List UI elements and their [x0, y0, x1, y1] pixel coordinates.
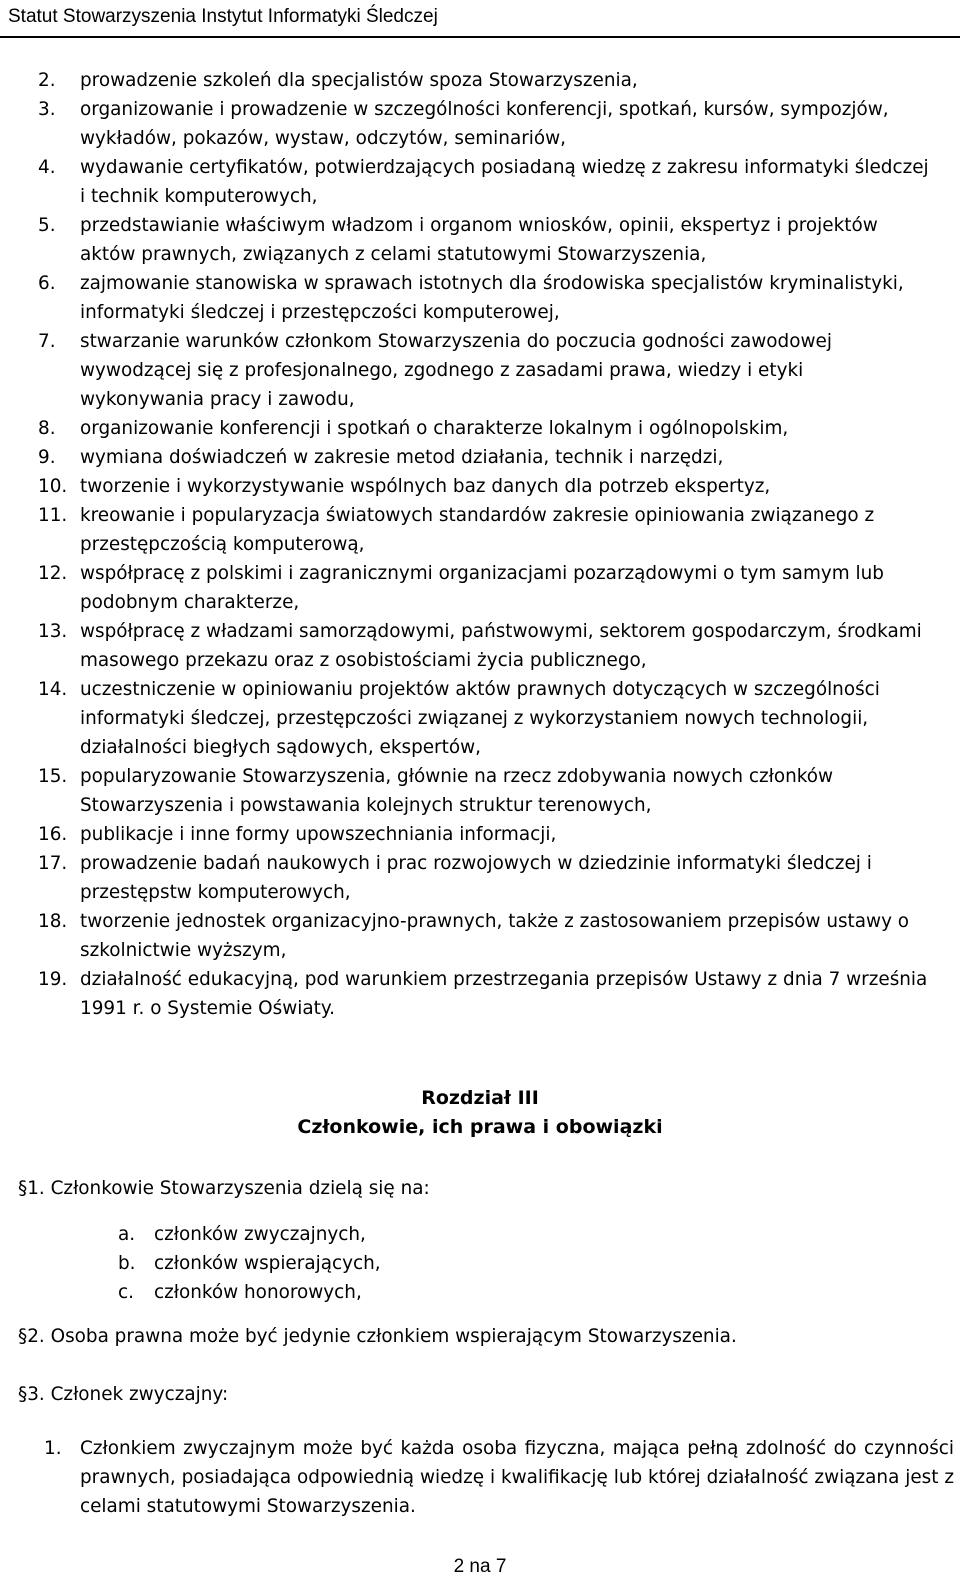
list-item: [0, 153, 960, 211]
item-number: 17.: [38, 853, 68, 874]
list-item: [0, 675, 960, 762]
list-item: [0, 327, 960, 414]
item-text: wymiana doświadczeń w zakresie metod działania, technik i narzędzi,: [80, 447, 724, 468]
item-number: 3.: [38, 99, 56, 120]
item-text: publikacje i inne formy upowszechniania informacji,: [80, 824, 557, 845]
activities-list: [0, 66, 960, 1023]
item-text: uczestniczenie w opiniowaniu projektów aktów prawnych dotyczących w szczególności informatyki śledczej, przestępczości związanej z wykorzystaniem nowych technologii, działalności biegłych sądowych, ekspertów,: [80, 679, 880, 758]
list-item: [0, 849, 960, 907]
item-letter: a.: [118, 1224, 136, 1245]
list-item: [0, 820, 960, 849]
chapter-title: Członkowie, ich prawa i obowiązki: [297, 1116, 663, 1138]
list-item: [0, 443, 960, 472]
item-number: 13.: [38, 621, 68, 642]
section-1-heading: §1. Członkowie Stowarzyszenia dzielą się na:: [18, 1178, 430, 1199]
list-item: [0, 472, 960, 501]
item-number: 2.: [38, 70, 56, 91]
list-item: [118, 1249, 381, 1278]
item-text: popularyzowanie Stowarzyszenia, głównie na rzecz zdobywania nowych członków Stowarzyszenia i powstawania kolejnych struktur terenowych,: [80, 766, 834, 816]
item-letter: b.: [118, 1253, 136, 1274]
item-number: 7.: [38, 331, 56, 352]
item-number: 9.: [38, 447, 56, 468]
item-number: 6.: [38, 273, 56, 294]
list-item: [0, 501, 960, 559]
item-number: 4.: [38, 157, 56, 178]
item-number: 1.: [44, 1438, 62, 1459]
page-number: 2 na 7: [453, 1556, 507, 1577]
item-text: przedstawianie właściwym władzom i organom wniosków, opinii, ekspertyz i projektów aktów prawnych, związanych z celami statutowymi Stowarzyszenia,: [80, 215, 878, 265]
item-text: współpracę z władzami samorządowymi, państwowymi, sektorem gospodarczym, środkami masowego przekazu oraz z osobistościami życia publicznego,: [80, 621, 922, 671]
item-number: 14.: [38, 679, 68, 700]
item-text: współpracę z polskimi i zagranicznymi organizacjami pozarządowymi o tym samym lub podobnym charakterze,: [80, 563, 884, 613]
item-text: członków zwyczajnych,: [154, 1224, 366, 1245]
section-2-paragraph: §2. Osoba prawna może być jedynie członkiem wspierającym Stowarzyszenia.: [18, 1326, 737, 1347]
item-number: 12.: [38, 563, 68, 584]
member-types-list: [118, 1220, 381, 1307]
item-text: Członkiem zwyczajnym może być każda osoba fizyczna, mająca pełną zdolność do czynności prawnych, posiadająca odpowiednią wiedzę i kwalifikację lub której działalność związana jest z celami statutowymi Stowarzyszenia.: [80, 1438, 954, 1517]
list-item: [118, 1220, 381, 1249]
item-number: 19.: [38, 969, 68, 990]
item-text: działalność edukacyjną, pod warunkiem przestrzegania przepisów Ustawy z dnia 7 września 1991 r. o Systemie Oświaty.: [80, 969, 928, 1019]
item-text: tworzenie i wykorzystywanie wspólnych baz danych dla potrzeb ekspertyz,: [80, 476, 771, 497]
item-text: członków wspierających,: [154, 1253, 381, 1274]
list-item: [0, 95, 960, 153]
list-item: [0, 907, 960, 965]
item-text: prowadzenie badań naukowych i prac rozwojowych w dziedzinie informatyki śledczej i przestępstw komputerowych,: [80, 853, 872, 903]
item-text: kreowanie i popularyzacja światowych standardów zakresie opiniowania związanego z przestępczością komputerową,: [80, 505, 875, 555]
section-3-heading: §3. Członek zwyczajny:: [18, 1384, 229, 1405]
item-text: tworzenie jednostek organizacyjno-prawnych, także z zastosowaniem przepisów ustawy o szkolnictwie wyższym,: [80, 911, 910, 961]
header-divider: [0, 36, 960, 38]
item-text: wydawanie certyfikatów, potwierdzających posiadaną wiedzę z zakresu informatyki śledczej i technik komputerowych,: [80, 157, 929, 207]
document-title: Statut Stowarzyszenia Instytut Informatyki Śledczej: [8, 6, 438, 27]
list-item: [0, 559, 960, 617]
list-item: [118, 1278, 381, 1307]
item-number: 16.: [38, 824, 68, 845]
list-item: [0, 414, 960, 443]
item-text: prowadzenie szkoleń dla specjalistów spoza Stowarzyszenia,: [80, 70, 638, 91]
list-item: [0, 211, 960, 269]
list-item: [0, 762, 960, 820]
item-number: 15.: [38, 766, 68, 787]
item-number: 11.: [38, 505, 68, 526]
section-3-item: [0, 1434, 960, 1521]
item-number: 18.: [38, 911, 68, 932]
item-text: członków honorowych,: [154, 1282, 362, 1303]
item-text: organizowanie konferencji i spotkań o charakterze lokalnym i ogólnopolskim,: [80, 418, 789, 439]
item-number: 5.: [38, 215, 56, 236]
list-item: [0, 269, 960, 327]
page-header: [0, 0, 960, 38]
item-letter: c.: [118, 1282, 134, 1303]
list-item: [0, 617, 960, 675]
item-number: 10.: [38, 476, 68, 497]
item-text: organizowanie i prowadzenie w szczególności konferencji, spotkań, kursów, sympozjów, wykładów, pokazów, wystaw, odczytów, seminariów,: [80, 99, 889, 149]
chapter-number: Rozdział III: [421, 1087, 539, 1109]
list-item: [0, 66, 960, 95]
item-number: 8.: [38, 418, 56, 439]
list-item: [0, 965, 960, 1023]
item-text: zajmowanie stanowiska w sprawach istotnych dla środowiska specjalistów kryminalistyki, informatyki śledczej i przestępczości komputerowej,: [80, 273, 904, 323]
item-text: stwarzanie warunków członkom Stowarzyszenia do poczucia godności zawodowej wywodzącej się z profesjonalnego, zgodnego z zasadami prawa, wiedzy i etyki wykonywania pracy i zawodu,: [80, 331, 832, 410]
